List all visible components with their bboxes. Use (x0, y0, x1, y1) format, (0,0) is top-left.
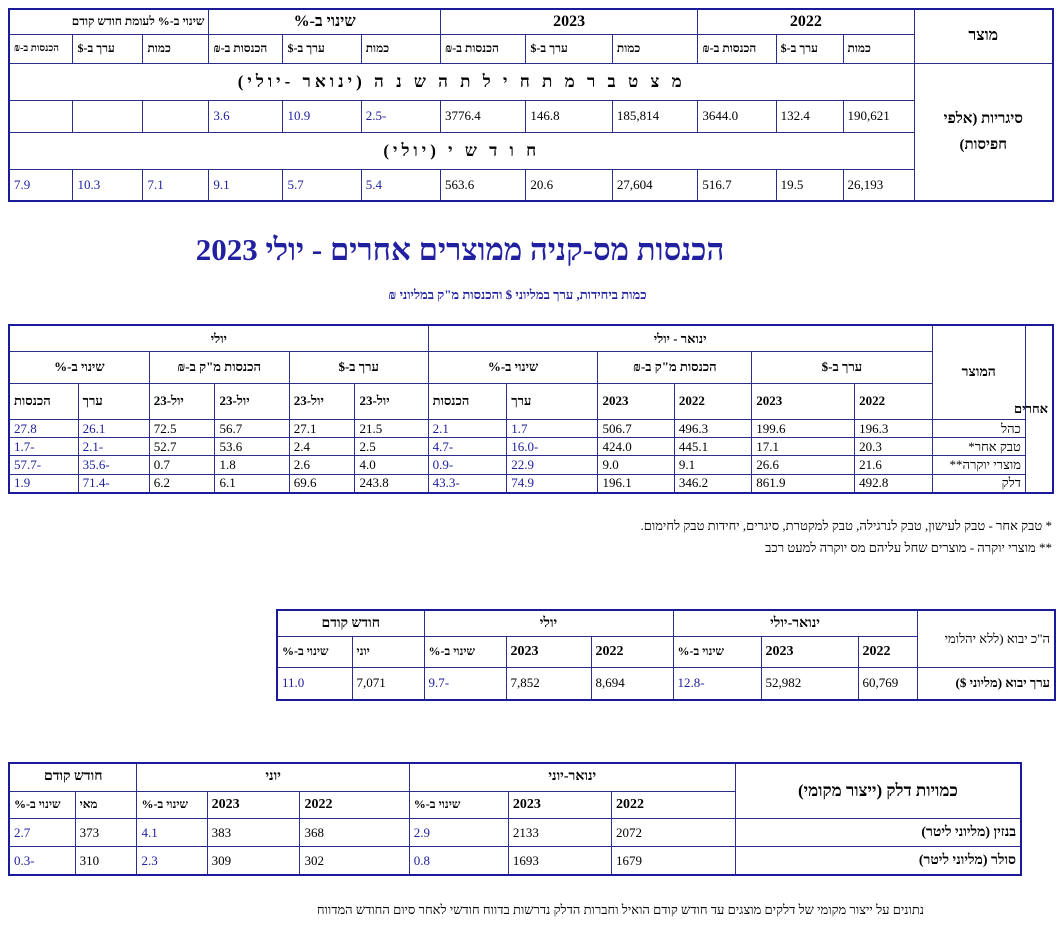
cell: -16.0 (507, 438, 598, 456)
cum-empty-3 (9, 101, 73, 132)
mon-value-prev: 10.3 (73, 170, 143, 201)
cell: -0.9 (428, 456, 507, 474)
footnote-other-tobacco: * טבק אחר - טבק לעישון, טבק לנרגילה, טבק למקטרת, סיגרים, יחידות טבק לחימום. (640, 518, 1052, 533)
revenue-change-header: הכנסות ב-₪ (209, 34, 283, 63)
row-name: דלק (932, 474, 1025, 493)
table-row (9, 438, 1053, 456)
cell: 2133 (508, 818, 611, 846)
imports-title: ה"כ יבוא (ללא יהלומי (917, 610, 1055, 667)
row-name: בנזין (מליוני ליטר) (735, 818, 1021, 846)
qty-prev-header: כמות (143, 34, 209, 63)
cell: 2.3 (137, 847, 207, 875)
table-row (9, 847, 1021, 875)
jan-jul-header: ינואר-יולי (673, 610, 917, 637)
jj-2023: 2023 (508, 791, 611, 818)
jj-2022: 2022 (858, 637, 917, 668)
jul-2023: 2023 (506, 637, 591, 668)
row-name: טבק אחר* (932, 438, 1025, 456)
jul-value-header: ערך ב-$ (289, 352, 428, 384)
mon-qty-prev: 7.1 (143, 170, 209, 201)
cell: 368 (300, 818, 409, 846)
july-header: יולי (424, 610, 673, 637)
value-prev-header: ערך ב-$ (73, 34, 143, 63)
cell: 196.3 (855, 420, 932, 438)
cell: 0.7 (149, 456, 215, 474)
jul-value-1: יול-23 (355, 383, 428, 419)
cell: 6.2 (149, 474, 215, 493)
footnote-luxury: ** מוצרי יוקרה - מוצרים שחל עליהם מס יוקרה למעט רכב (765, 540, 1052, 555)
jul-change-value: ערך (78, 383, 149, 419)
mon-value-2022: 19.5 (776, 170, 843, 201)
jj-value-2022: 2022 (855, 383, 932, 419)
product-header: מוצר (914, 9, 1053, 63)
cell: 4.1 (137, 818, 207, 846)
cell: 21.5 (355, 420, 428, 438)
jj-change-revenue: הכנסות (428, 383, 507, 419)
cell: 492.8 (855, 474, 932, 493)
cell: 53.6 (215, 438, 289, 456)
cell: 22.9 (507, 456, 598, 474)
cell: 196.1 (598, 474, 674, 493)
imp-jj-2023: 52,982 (761, 667, 858, 700)
june-header: יוני (137, 763, 409, 791)
cell: 74.9 (507, 474, 598, 493)
imp-prev-change: 11.0 (277, 667, 352, 700)
cell: 2072 (611, 818, 735, 846)
jun-2023: 2023 (207, 791, 300, 818)
cum-qty-change: -2.5 (361, 101, 440, 132)
jul-value-2: יול-23 (289, 383, 355, 419)
jj-change: שינוי ב-% (409, 791, 508, 818)
jj-change: שינוי ב-% (673, 637, 761, 668)
cell: 2.7 (9, 818, 75, 846)
cell: 20.3 (855, 438, 932, 456)
cell: 2.5 (355, 438, 428, 456)
cell: 6.1 (215, 474, 289, 493)
cell: 424.0 (598, 438, 674, 456)
cell: 4.0 (355, 456, 428, 474)
cell: 1693 (508, 847, 611, 875)
cell: -43.3 (428, 474, 507, 493)
may-header: מאי (75, 791, 137, 818)
cell: 2.1 (428, 420, 507, 438)
cell: 445.1 (674, 438, 751, 456)
cell: 9.0 (598, 456, 674, 474)
table-row (9, 420, 1053, 438)
june-header: יוני (352, 637, 424, 668)
product-name: סיגריות (אלפי חפיסות) (914, 63, 1053, 201)
cell: 346.2 (674, 474, 751, 493)
cell: 302 (300, 847, 409, 875)
cell: 21.6 (855, 456, 932, 474)
mon-qty-2023: 27,604 (612, 170, 697, 201)
imp-jj-change: -12.8 (673, 667, 761, 700)
cell: 52.7 (149, 438, 215, 456)
cell: 496.3 (674, 420, 751, 438)
table-row (9, 818, 1021, 846)
year-2022-header: 2022 (698, 9, 914, 34)
cell: 2.9 (409, 818, 508, 846)
cell: 9.1 (674, 456, 751, 474)
change-prev-header: שינוי ב-% לעומת חודש קודם (9, 9, 209, 34)
prev-month-header: חודש קודם (9, 763, 137, 791)
jj-change-value: ערך (507, 383, 598, 419)
cell: 56.7 (215, 420, 289, 438)
jul-change-revenue: הכנסות (9, 383, 78, 419)
cell: 2.6 (289, 456, 355, 474)
jj-rev-header: הכנסות מ"ק ב-₪ (598, 352, 752, 384)
cell: -57.7 (9, 456, 78, 474)
cum-revenue-2022: 3644.0 (698, 101, 776, 132)
imp-jj-2022: 60,769 (858, 667, 917, 700)
imp-june: 7,071 (352, 667, 424, 700)
jul-change: שינוי ב-% (424, 637, 506, 668)
cell: 309 (207, 847, 300, 875)
cell: 0.8 (409, 847, 508, 875)
jul-change-header: שינוי ב-% (9, 352, 149, 384)
cum-empty-2 (73, 101, 143, 132)
cell: 243.8 (355, 474, 428, 493)
value-2022-header: ערך ב-$ (776, 34, 843, 63)
cell: 26.6 (752, 456, 855, 474)
qty-2023-header: כמות (612, 34, 697, 63)
cum-value-2023: 146.8 (526, 101, 612, 132)
revenue-prev-header: הכנסות ב-₪ (9, 34, 73, 63)
cell: 1.7 (507, 420, 598, 438)
other-products-subtitle: כמות ביחידות, ערך במליוני $ והכנסות מ"ק במליוני ₪ (388, 287, 647, 302)
product-header: המוצר (932, 325, 1025, 420)
cell: 861.9 (752, 474, 855, 493)
mon-value-2023: 20.6 (526, 170, 612, 201)
cum-empty-1 (143, 101, 209, 132)
qty-2022-header: כמות (843, 34, 914, 63)
footer-note: נתונים על ייצור מקומי של דלקים מוצגים עד חודש קודם הואיל וחברות הדלק נדרשות בדווח חודשי לאחר סיום החודש המדווח (316, 902, 924, 917)
jj-2022: 2022 (611, 791, 735, 818)
jj-rev-2022: 2022 (674, 383, 751, 419)
jan-jun-header: ינואר-יוני (409, 763, 735, 791)
imp-jul-2023: 7,852 (506, 667, 591, 700)
row-name: מוצרי יוקרה** (932, 456, 1025, 474)
cell: -35.6 (78, 456, 149, 474)
cell: -2.1 (78, 438, 149, 456)
july-header: יולי (9, 325, 428, 352)
mon-qty-change: 5.4 (361, 170, 440, 201)
mon-revenue-prev: 7.9 (9, 170, 73, 201)
cell: 72.5 (149, 420, 215, 438)
imp-jul-change: -9.7 (424, 667, 506, 700)
jj-value-header: ערך ב-$ (752, 352, 932, 384)
cell: 506.7 (598, 420, 674, 438)
cell: 373 (75, 818, 137, 846)
fuel-table (8, 762, 1022, 876)
cell: 69.6 (289, 474, 355, 493)
jj-value-2023: 2023 (752, 383, 855, 419)
others-side-label: אחרים (1025, 325, 1053, 493)
cell: 27.8 (9, 420, 78, 438)
jul-rev-1: יול-23 (215, 383, 289, 419)
jul-rev-2: יול-23 (149, 383, 215, 419)
cell: 27.1 (289, 420, 355, 438)
mon-revenue-2023: 563.6 (440, 170, 525, 201)
cell: 310 (75, 847, 137, 875)
cum-value-2022: 132.4 (776, 101, 843, 132)
jj-rev-2023: 2023 (598, 383, 674, 419)
jj-change-header: שינוי ב-% (428, 352, 598, 384)
other-products-table (8, 324, 1054, 494)
cum-value-change: 10.9 (283, 101, 361, 132)
qty-change-header: כמות (361, 34, 440, 63)
row-name: כהל (932, 420, 1025, 438)
other-products-title: הכנסות מס-קניה ממוצרים אחרים - יולי 2023 (195, 232, 725, 267)
jun-change: שינוי ב-% (137, 791, 207, 818)
table-row (9, 456, 1053, 474)
table-row (9, 474, 1053, 493)
imports-row-label: ערך יבוא (מליוני $) (917, 667, 1055, 700)
cum-qty-2022: 190,621 (843, 101, 914, 132)
mon-qty-2022: 26,193 (843, 170, 914, 201)
cigarettes-table (8, 8, 1054, 202)
change-header: שינוי ב-% (209, 9, 441, 34)
mon-value-change: 5.7 (283, 170, 361, 201)
jun-2022: 2022 (300, 791, 409, 818)
value-2023-header: ערך ב-$ (526, 34, 612, 63)
cell: 26.1 (78, 420, 149, 438)
jj-2023: 2023 (761, 637, 858, 668)
cell: -0.3 (9, 847, 75, 875)
imp-jul-2022: 8,694 (591, 667, 673, 700)
cell: 1.8 (215, 456, 289, 474)
jan-jul-header: ינואר - יולי (428, 325, 932, 352)
cell: 199.6 (752, 420, 855, 438)
cell: -4.7 (428, 438, 507, 456)
cum-revenue-2023: 3776.4 (440, 101, 525, 132)
cell: 1.9 (9, 474, 78, 493)
cum-revenue-change: 3.6 (209, 101, 283, 132)
cell: 1679 (611, 847, 735, 875)
jul-2022: 2022 (591, 637, 673, 668)
prev-change: שינוי ב-% (277, 637, 352, 668)
mon-revenue-2022: 516.7 (698, 170, 776, 201)
cell: -1.7 (9, 438, 78, 456)
mon-revenue-change: 9.1 (209, 170, 283, 201)
prev-month-header: חודש קודם (277, 610, 424, 637)
cell: -71.4 (78, 474, 149, 493)
fuel-title: כמויות דלק (ייצור מקומי) (735, 763, 1021, 818)
value-change-header: ערך ב-$ (283, 34, 361, 63)
revenue-2022-header: הכנסות ב-₪ (698, 34, 776, 63)
prev-change: שינוי ב-% (9, 791, 75, 818)
cum-qty-2023: 185,814 (612, 101, 697, 132)
cell: 17.1 (752, 438, 855, 456)
cell: 383 (207, 818, 300, 846)
year-2023-header: 2023 (440, 9, 697, 34)
revenue-2023-header: הכנסות ב-₪ (440, 34, 525, 63)
row-name: סולר (מליוני ליטר) (735, 847, 1021, 875)
cumulative-label: מ צ ט ב ר מ ת ח י ל ת ה ש נ ה (ינואר -יולי) (9, 63, 914, 101)
cell: 2.4 (289, 438, 355, 456)
monthly-label: ח ו ד ש י (יולי) (9, 132, 914, 170)
jul-rev-header: הכנסות מ"ק ב-₪ (149, 352, 289, 384)
imports-table (276, 609, 1056, 701)
